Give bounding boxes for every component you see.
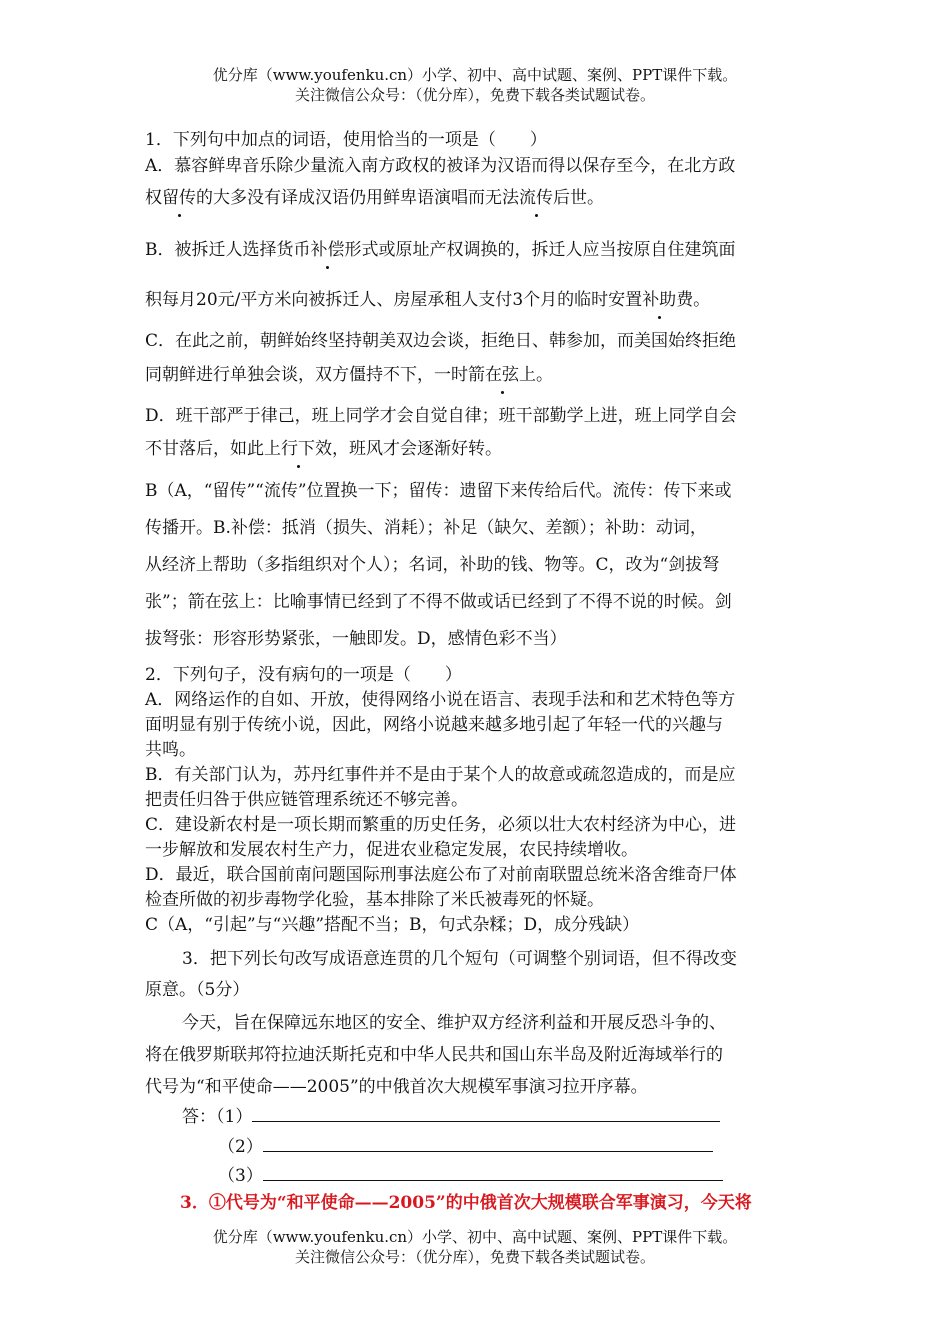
q2-line: 面明显有别于传统小说，因此，网络小说越来越多地引起了年轻一代的兴趣与 bbox=[145, 715, 723, 735]
blank-number: （1） bbox=[216, 1107, 253, 1127]
blank-number: （2） bbox=[218, 1137, 263, 1157]
header-line-2: 关注微信公众号：（优分库），免费下载各类试题试卷。 bbox=[294, 86, 655, 104]
q2-line: C．建设新农村是一项长期而繁重的历史任务，必须以壮大农村经济为中心，进 bbox=[145, 815, 737, 835]
blank-number: （3） bbox=[218, 1166, 263, 1186]
q3-passage-line: 代号为“和平使命——2005”的中俄首次大规模军事演习拉开序幕。 bbox=[145, 1077, 648, 1097]
q1-option-d-line1: D．班干部严于律己，班上同学才会自觉自律；班干部勤学上进，班上同学自会 bbox=[145, 406, 737, 426]
q2-line: A．网络运作的自如、开放，使得网络小说在语言、表现手法和和艺术特色等方 bbox=[145, 690, 736, 710]
footer-line-1: 优分库（www.youfenku.cn）小学、初中、高中试题、案例、PPT课件下载。 bbox=[212, 1228, 738, 1246]
q1-option-a-line2: 权留传的大多没有译成汉语仍用鲜卑语演唱而无法流传后世。 bbox=[145, 188, 604, 208]
q1-stem: 1．下列句中加点的词语，使用恰当的一项是（ ） bbox=[145, 130, 547, 150]
q3-answer-row-3 bbox=[218, 1161, 723, 1186]
q1-answer-line: B（A，“留传”“流传”位置换一下；留传：遗留下来传给后代。流传：传下来或 bbox=[145, 481, 732, 501]
emphasis-word: 补助 bbox=[642, 290, 677, 310]
q1-option-b-line1: B．被拆迁人选择货币补偿形式或原址产权调换的，拆迁人应当按原自住建筑面 bbox=[145, 240, 736, 260]
q1-answer-line: 传播开。B.补偿：抵消（损失、消耗）；补足（缺欠、差额）；补助：动词， bbox=[145, 518, 707, 538]
answer-label: 答： bbox=[182, 1107, 216, 1127]
q3-answer-row-2 bbox=[218, 1132, 713, 1157]
header-line-1: 优分库（www.youfenku.cn）小学、初中、高中试题、案例、PPT课件下载。 bbox=[212, 66, 738, 84]
q2-line: 一步解放和发展农村生产力，促进农业稳定发展，农民持续增收。 bbox=[145, 840, 638, 860]
q2-line: B．有关部门认为，苏丹红事件并不是由于某个人的故意或疏忽造成的，而是应 bbox=[145, 765, 736, 785]
q2-answer: C（A，“引起”与“兴趣”搭配不当；B，句式杂糅；D，成分残缺） bbox=[145, 915, 640, 935]
q2-line: 2．下列句子，没有病句的一项是（ ） bbox=[145, 665, 462, 685]
q1-option-c-line2: 同朝鲜进行单独会谈，双方僵持不下，一时箭在弦上。 bbox=[145, 365, 553, 385]
q1-option-b-line2: 积每月20元/平方米向被拆迁人、房屋承租人支付3个月的临时安置补助费。 bbox=[145, 290, 711, 310]
emphasis-word: 箭在弦上 bbox=[468, 365, 536, 385]
q1-answer-line: 从经济上帮助（多指组织对个人）；名词，补助的钱、物等。C，改为“剑拔弩 bbox=[145, 555, 720, 575]
footer-line-2: 关注微信公众号：（优分库），免费下载各类试题试卷。 bbox=[294, 1248, 655, 1266]
emphasis-word: 留传 bbox=[162, 188, 196, 208]
q3-answer-key: 3．①代号为“和平使命——2005”的中俄首次大规模联合军事演习，今天将 bbox=[180, 1193, 752, 1213]
q2-line: 共鸣。 bbox=[145, 740, 196, 760]
q3-passage-line: 将在俄罗斯联邦符拉迪沃斯托克和中华人民共和国山东半岛及附近海域举行的 bbox=[145, 1045, 723, 1065]
q3-stem-line2: 原意。（5分） bbox=[145, 980, 250, 1000]
q1-option-a-line1: A．慕容鲜卑音乐除少量流入南方政权的被译为汉语而得以保存至今，在北方政 bbox=[145, 156, 736, 176]
q2-line: 检查所做的初步毒物学化验，基本排除了米氏被毒死的怀疑。 bbox=[145, 890, 604, 910]
emphasis-word: 上行下效 bbox=[264, 439, 332, 459]
answer-blank-3[interactable] bbox=[263, 1166, 723, 1181]
q3-stem-line1: 3．把下列长句改写成语意连贯的几个短句（可调整个别词语，但不得改变 bbox=[182, 949, 737, 969]
q1-answer-line: 拔弩张：形容形势紧张，一触即发。D，感情色彩不当） bbox=[145, 629, 567, 649]
q1-answer-line: 张”；箭在弦上：比喻事情已经到了不得不做或话已经到了不得不说的时候。剑 bbox=[145, 592, 732, 612]
q3-answer-row-1 bbox=[182, 1102, 720, 1127]
q2-line: 把责任归咎于供应链管理系统还不够完善。 bbox=[145, 790, 468, 810]
q1-option-d-line2: 不甘落后，如此上行下效，班风才会逐渐好转。 bbox=[145, 439, 502, 459]
q1-option-c-line1: C．在此之前，朝鲜始终坚持朝美双边会谈，拒绝日、韩参加，而美国始终拒绝 bbox=[145, 331, 737, 351]
q3-passage-line: 今天，旨在保障远东地区的安全、维护双方经济利益和开展反恐斗争的、 bbox=[182, 1013, 726, 1033]
q2-line: D．最近，联合国前南问题国际刑事法庭公布了对前南联盟总统米洛舍维奇尸体 bbox=[145, 865, 737, 885]
answer-blank-1[interactable] bbox=[252, 1107, 720, 1122]
emphasis-word: 补偿 bbox=[310, 240, 345, 260]
emphasis-word: 流传 bbox=[519, 188, 553, 208]
answer-blank-2[interactable] bbox=[263, 1137, 713, 1152]
